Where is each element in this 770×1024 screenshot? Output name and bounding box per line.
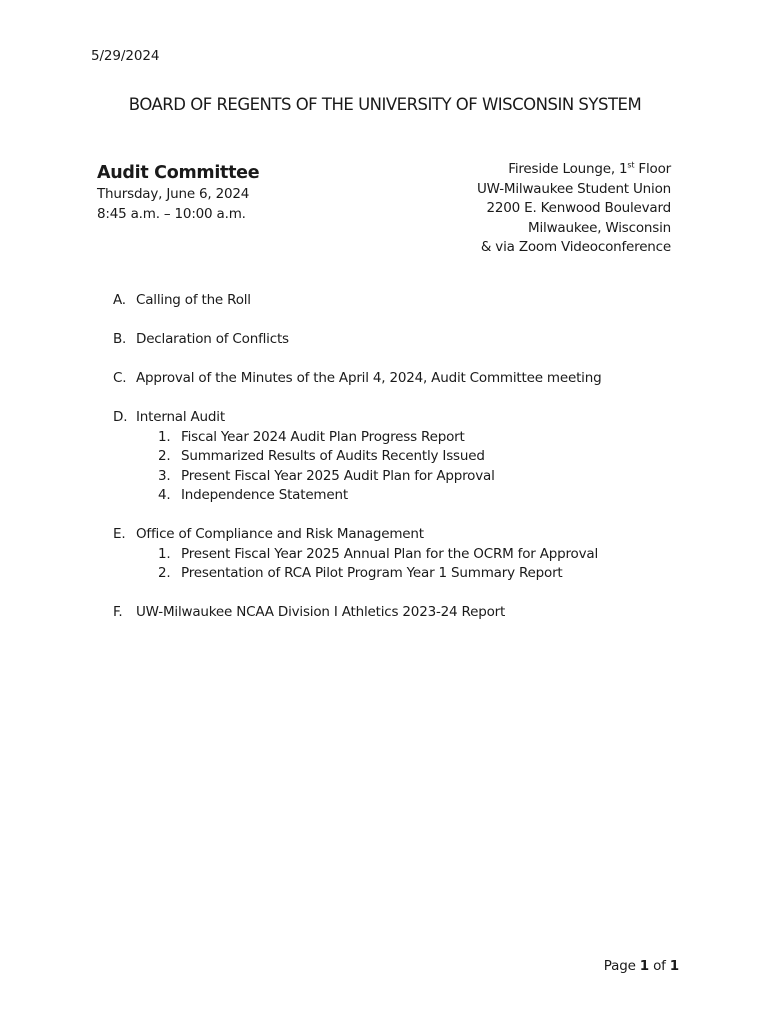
location-room-ordinal: st: [627, 160, 635, 170]
agenda-subitem-text: Fiscal Year 2024 Audit Plan Progress Report: [181, 428, 465, 445]
agenda-item-letter: C.: [113, 370, 127, 386]
agenda-item: [113, 408, 673, 506]
page-total: 1: [669, 958, 679, 974]
agenda-subitem-text: Summarized Results of Audits Recently Issued: [181, 448, 485, 464]
agenda-subitem-number: 1.: [158, 545, 171, 562]
location-room: [477, 160, 671, 180]
meeting-location: [477, 160, 671, 258]
agenda-item: [113, 291, 673, 311]
location-virtual: & via Zoom Videoconference: [480, 239, 671, 255]
agenda-subitem: [158, 545, 673, 565]
meeting-time: 8:45 a.m. – 10:00 a.m.: [97, 205, 246, 222]
meeting-day: Thursday, June 6, 2024: [97, 186, 250, 202]
agenda-subitem-number: 1.: [158, 428, 171, 445]
agenda-item: [113, 330, 673, 350]
agenda-subitem-number: 3.: [158, 467, 171, 484]
agenda-subitem: [158, 467, 673, 487]
page-current: 1: [639, 958, 649, 974]
committee-name: Audit Committee: [97, 163, 260, 183]
agenda-subitem: [158, 428, 673, 448]
location-room-prefix: Fireside Lounge, 1: [508, 161, 628, 177]
location-street: 2200 E. Kenwood Boulevard: [486, 200, 671, 216]
agenda-item-text: Calling of the Roll: [136, 292, 251, 308]
location-room-suffix: Floor: [634, 161, 671, 177]
agenda-item-text: Office of Compliance and Risk Management: [136, 526, 424, 542]
agenda-list: [113, 291, 673, 642]
meeting-info: [97, 161, 259, 224]
agenda-item-letter: F.: [113, 604, 123, 620]
agenda-item-body: [136, 330, 673, 350]
document-date: 5/29/2024: [91, 48, 160, 64]
agenda-item-body: [136, 408, 673, 506]
agenda-item: [113, 603, 673, 623]
agenda-item-body: [136, 369, 673, 389]
agenda-subitem-number: 2.: [158, 448, 171, 464]
location-city: Milwaukee, Wisconsin: [528, 219, 671, 236]
agenda-subitem: [158, 486, 673, 506]
agenda-item-text: Internal Audit: [136, 409, 225, 425]
agenda-item-letter: D.: [113, 409, 128, 425]
location-building: UW-Milwaukee Student Union: [476, 180, 671, 197]
agenda-item-letter: E.: [113, 526, 126, 542]
organization-title: BOARD OF REGENTS OF THE UNIVERSITY OF WISCONSIN SYSTEM: [128, 95, 642, 114]
agenda-subitem: [158, 564, 673, 584]
agenda-subitem-text: Present Fiscal Year 2025 Audit Plan for Approval: [181, 467, 495, 484]
agenda-item: [113, 525, 673, 584]
page-number: [604, 958, 679, 974]
agenda-subitem-list: [136, 545, 673, 584]
page-label: Page: [603, 958, 636, 974]
page-of-label: of: [653, 958, 666, 974]
agenda-item: [113, 369, 673, 389]
agenda-item-body: [136, 603, 673, 623]
agenda-subitem-number: 4.: [158, 487, 171, 503]
agenda-subitem-text: Independence Statement: [181, 487, 348, 503]
agenda-item-text: Approval of the Minutes of the April 4, 2024, Audit Committee meeting: [136, 370, 602, 386]
agenda-item-body: [136, 525, 673, 584]
agenda-subitem: [158, 447, 673, 467]
agenda-subitem-number: 2.: [158, 565, 171, 581]
agenda-item-body: [136, 291, 673, 311]
agenda-item-letter: A.: [113, 292, 126, 308]
agenda-subitem-list: [136, 428, 673, 506]
agenda-subitem-text: Presentation of RCA Pilot Program Year 1 Summary Report: [181, 565, 563, 581]
agenda-item-text: UW-Milwaukee NCAA Division I Athletics 2023-24 Report: [136, 604, 506, 620]
agenda-item-text: Declaration of Conflicts: [136, 331, 289, 347]
agenda-subitem-text: Present Fiscal Year 2025 Annual Plan for the OCRM for Approval: [181, 545, 599, 562]
agenda-item-letter: B.: [113, 331, 127, 347]
